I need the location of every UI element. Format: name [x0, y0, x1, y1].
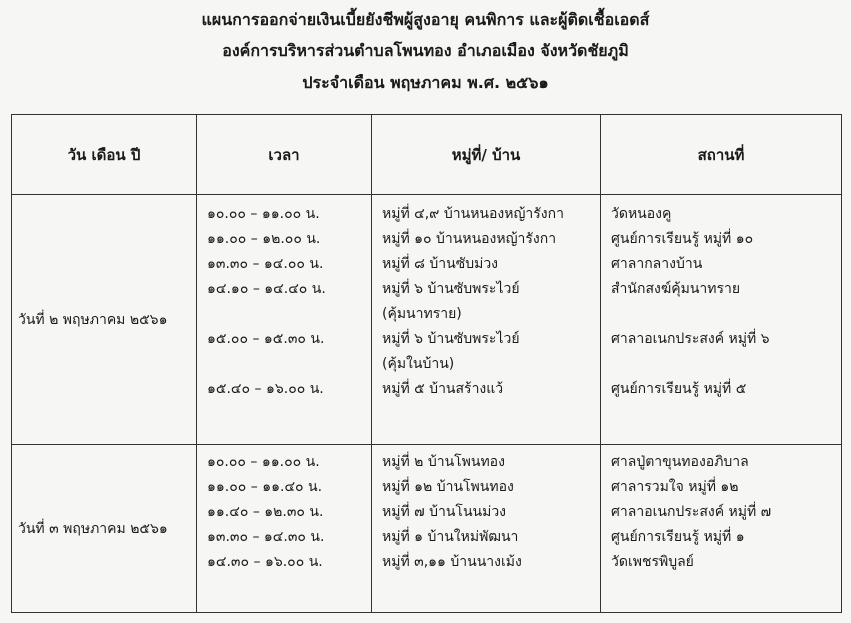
village-item: หมู่ที่ ๑ บ้านใหม่พัฒนา [382, 529, 519, 545]
village-cell [372, 195, 601, 445]
time-item: ๑๓.๓๐ – ๑๔.๐๐ น. [207, 256, 324, 272]
village-item: หมู่ที่ ๓,๑๑ บ้านนางเม้ง [382, 554, 522, 570]
date-cell: วันที่ ๒ พฤษภาคม ๒๕๖๑ [12, 195, 197, 445]
village-item: หมู่ที่ ๕ บ้านสร้างแว้ [382, 381, 504, 397]
column-header-place: สถานที่ [601, 115, 842, 195]
time-item: ๑๔.๑๐ – ๑๔.๔๐ น. [207, 281, 326, 297]
place-cell [601, 445, 842, 613]
place-item: ศูนย์การเรียนรู้ หมู่ที่ ๕ [611, 381, 747, 397]
time-item: ๑๔.๓๐ – ๑๖.๐๐ น. [207, 554, 323, 570]
place-item: ศาลปู่ตาขุนทองอภิบาล [611, 454, 749, 470]
table-row [12, 195, 842, 445]
village-item: หมู่ที่ ๖ บ้านซับพระไวย์ [382, 281, 520, 297]
place-item: วัดเพชรพิบูลย์ [611, 554, 694, 570]
time-item: ๑๕.๔๐ – ๑๖.๐๐ น. [207, 381, 324, 397]
village-item: (คุ้มในบ้าน) [382, 356, 455, 372]
place-cell [601, 195, 842, 445]
column-header-time: เวลา [197, 115, 372, 195]
village-item: หมู่ที่ ๔,๙ บ้านหนองหญ้ารังกา [382, 206, 564, 222]
village-item: หมู่ที่ ๒ บ้านโพนทอง [382, 454, 505, 470]
column-header-village: หมู่ที่/ บ้าน [372, 115, 601, 195]
place-item: ศาลารวมใจ หมู่ที่ ๑๒ [611, 479, 739, 495]
header-row [12, 115, 842, 195]
time-item [207, 302, 371, 327]
place-item: สำนักสงฆ์คุ้มนาทราย [611, 281, 741, 297]
village-item: หมู่ที่ ๑๒ บ้านโพนทอง [382, 479, 514, 495]
time-item: ๑๐.๐๐ – ๑๑.๐๐ น. [207, 454, 320, 470]
table-row [12, 445, 842, 613]
place-item: ศูนย์การเรียนรู้ หมู่ที่ ๑๐ [611, 231, 754, 247]
village-item: หมู่ที่ ๗ บ้านโนนม่วง [382, 504, 507, 520]
place-item: ศูนย์การเรียนรู้ หมู่ที่ ๑ [611, 529, 745, 545]
time-item [207, 352, 371, 377]
month-line: ประจำเดือน พฤษภาคม พ.ศ. ๒๕๖๑ [302, 73, 549, 92]
village-item: (คุ้มนาทราย) [382, 306, 462, 322]
village-item: หมู่ที่ ๑๐ บ้านหนองหญ้ารังกา [382, 231, 557, 247]
place-item [611, 302, 841, 327]
time-item: ๑๕.๐๐ – ๑๕.๓๐ น. [207, 331, 325, 347]
time-item: ๑๑.๔๐ – ๑๒.๓๐ น. [207, 504, 324, 520]
time-item: ๑๑.๐๐ – ๑๑.๔๐ น. [207, 479, 323, 495]
time-item: ๑๑.๐๐ – ๑๒.๐๐ น. [207, 231, 321, 247]
place-item: ศาลากลางบ้าน [611, 256, 703, 272]
time-cell [197, 195, 372, 445]
time-cell [197, 445, 372, 613]
village-item: หมู่ที่ ๘ บ้านซับม่วง [382, 256, 499, 272]
place-item: ศาลาอเนกประสงค์ หมู่ที่ ๗ [611, 504, 772, 520]
organization-line: องค์การบริหารส่วนตำบลโพนทอง อำเภอเมือง จังหวัดชัยภูมิ [222, 41, 629, 60]
place-item [611, 352, 841, 377]
time-item: ๑๐.๐๐ – ๑๑.๐๐ น. [207, 206, 320, 222]
village-cell [372, 445, 601, 613]
document-title: แผนการออกจ่ายเงินเบี้ยยังชีพผู้สูงอายุ คนพิการ และผู้ติดเชื้อเอดส์ [201, 10, 650, 29]
column-header-date: วัน เดือน ปี [12, 115, 197, 195]
time-item: ๑๓.๓๐ – ๑๔.๓๐ น. [207, 529, 325, 545]
payment-schedule-table [11, 114, 842, 613]
village-item: หมู่ที่ ๖ บ้านซับพระไวย์ [382, 331, 520, 347]
place-item: วัดหนองคู [611, 206, 672, 222]
place-item: ศาลาอเนกประสงค์ หมู่ที่ ๖ [611, 331, 770, 347]
date-cell: วันที่ ๓ พฤษภาคม ๒๕๖๑ [12, 445, 197, 613]
